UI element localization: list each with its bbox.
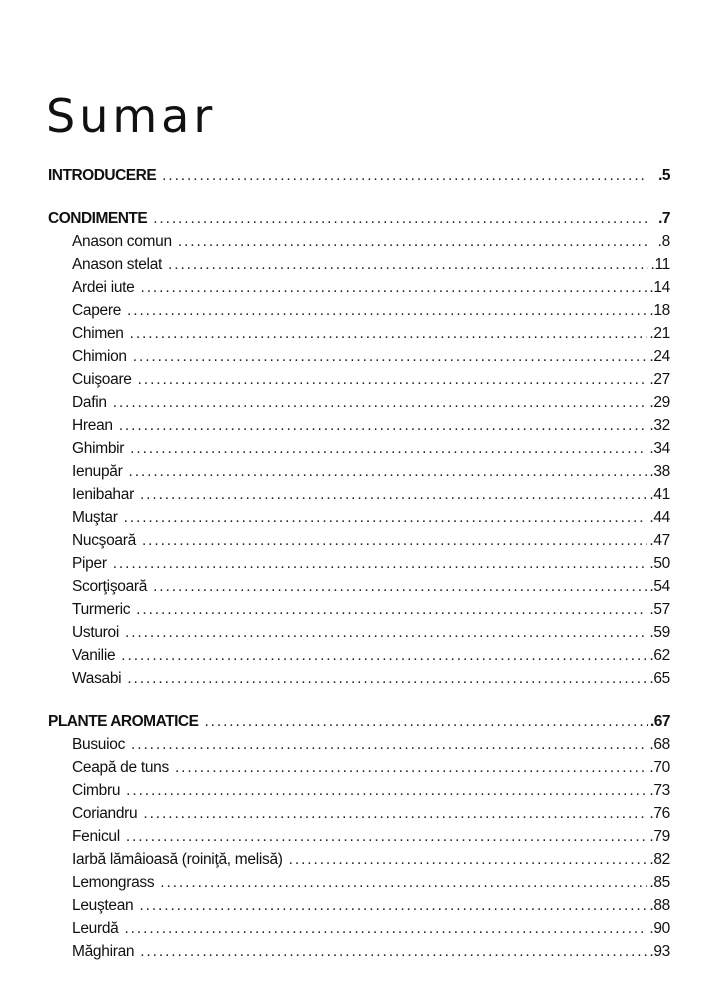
- dot-leader: [136, 598, 647, 621]
- toc-item-row[interactable]: [48, 414, 670, 437]
- toc-item-row[interactable]: [48, 506, 670, 529]
- toc-item-label: Coriandru: [72, 805, 138, 822]
- toc-item-label: Usturoi: [72, 624, 119, 641]
- dot-leader: [119, 414, 648, 437]
- toc-page-number: .44: [649, 509, 670, 526]
- toc-item-row[interactable]: [48, 779, 670, 802]
- toc-section-plante-aromatice: [48, 710, 670, 963]
- toc-item-label: Măghiran: [72, 943, 135, 960]
- toc-page-number: .5: [658, 167, 670, 184]
- toc-item-label: Anason comun: [72, 233, 172, 250]
- toc-item-row[interactable]: [48, 621, 670, 644]
- toc-item-label: Vanilie: [72, 647, 116, 664]
- dot-leader: [204, 710, 648, 733]
- toc-page-number: .85: [649, 874, 670, 891]
- dot-leader: [130, 322, 648, 345]
- dot-leader: [125, 621, 647, 644]
- toc-page-number: .82: [649, 851, 670, 868]
- toc-item-label: Ardei iute: [72, 279, 135, 296]
- dot-leader: [124, 506, 648, 529]
- toc-item-row[interactable]: [48, 437, 670, 460]
- toc-item-row[interactable]: [48, 598, 670, 621]
- dot-leader: [127, 667, 647, 690]
- section-gap: [48, 690, 670, 710]
- toc-item-label: Leurdă: [72, 920, 119, 937]
- toc-item-label: Chimen: [72, 325, 124, 342]
- toc-item-row[interactable]: [48, 552, 670, 575]
- dot-leader: [175, 756, 647, 779]
- section-gap: [48, 187, 670, 207]
- dot-leader: [143, 802, 647, 825]
- toc-item-label: Leuştean: [72, 897, 134, 914]
- toc-heading-row[interactable]: [48, 207, 670, 230]
- toc-item-row[interactable]: [48, 345, 670, 368]
- toc-item-row[interactable]: [48, 894, 670, 917]
- dot-leader: [140, 940, 647, 963]
- toc-page-number: .88: [649, 897, 670, 914]
- toc-page-number: .18: [649, 302, 670, 319]
- toc-page-number: .8: [657, 233, 670, 250]
- toc-page-number: .32: [649, 417, 670, 434]
- dot-leader: [142, 529, 647, 552]
- dot-leader: [133, 345, 648, 368]
- toc-heading-row[interactable]: [48, 164, 670, 187]
- toc-item-row[interactable]: [48, 940, 670, 963]
- dot-leader: [140, 276, 647, 299]
- toc-item-row[interactable]: [48, 871, 670, 894]
- dot-leader: [139, 894, 647, 917]
- dot-leader: [162, 164, 648, 187]
- toc-item-label: Ceapă de tuns: [72, 759, 169, 776]
- toc-page-number: .21: [649, 325, 670, 342]
- toc-page-number: .90: [649, 920, 670, 937]
- dot-leader: [140, 483, 647, 506]
- toc-page-number: .38: [649, 463, 670, 480]
- toc-item-label: Chimion: [72, 348, 127, 365]
- toc-item-row[interactable]: [48, 299, 670, 322]
- dot-leader: [153, 207, 648, 230]
- toc-item-label: Wasabi: [72, 670, 122, 687]
- toc-page-number: .54: [649, 578, 670, 595]
- toc-item-row[interactable]: [48, 529, 670, 552]
- toc-page-number: .93: [649, 943, 670, 960]
- toc-item-row[interactable]: [48, 276, 670, 299]
- toc-page-number: .68: [649, 736, 670, 753]
- dot-leader: [153, 575, 647, 598]
- toc-item-row[interactable]: [48, 917, 670, 940]
- toc-item-label: Ghimbir: [72, 440, 125, 457]
- dot-leader: [126, 779, 647, 802]
- dot-leader: [128, 460, 647, 483]
- toc-item-label: Nucşoară: [72, 532, 136, 549]
- dot-leader: [289, 848, 648, 871]
- dot-leader: [127, 299, 647, 322]
- toc-item-label: Hrean: [72, 417, 113, 434]
- toc-item-row[interactable]: [48, 483, 670, 506]
- toc-item-label: Busuioc: [72, 736, 126, 753]
- toc-page-number: .76: [649, 805, 670, 822]
- toc-page-number: .14: [649, 279, 670, 296]
- toc-section-condimente: [48, 207, 670, 690]
- page-title: Sumar: [46, 88, 217, 143]
- table-of-contents: [48, 164, 670, 963]
- toc-item-row[interactable]: [48, 230, 670, 253]
- toc-item-row[interactable]: [48, 575, 670, 598]
- toc-item-row[interactable]: [48, 253, 670, 276]
- toc-page-number: .7: [658, 210, 670, 227]
- toc-item-row[interactable]: [48, 802, 670, 825]
- toc-item-row[interactable]: [48, 733, 670, 756]
- toc-page-number: .34: [649, 440, 670, 457]
- toc-item-row[interactable]: [48, 825, 670, 848]
- toc-item-label: Cuişoare: [72, 371, 132, 388]
- dot-leader: [130, 437, 647, 460]
- toc-item-row[interactable]: [48, 644, 670, 667]
- toc-page-number: .59: [649, 624, 670, 641]
- dot-leader: [138, 368, 648, 391]
- toc-item-row[interactable]: [48, 667, 670, 690]
- toc-page-number: .62: [649, 647, 670, 664]
- toc-item-row[interactable]: [48, 368, 670, 391]
- toc-heading-label: PLANTE AROMATICE: [48, 713, 199, 730]
- toc-page-number: .73: [649, 782, 670, 799]
- toc-page-number: .50: [649, 555, 670, 572]
- dot-leader: [160, 871, 647, 894]
- toc-item-row[interactable]: [48, 391, 670, 414]
- dot-leader: [168, 253, 648, 276]
- toc-item-label: Cimbru: [72, 782, 121, 799]
- toc-page-number: .65: [649, 670, 670, 687]
- toc-item-label: Lemongrass: [72, 874, 155, 891]
- toc-item-row[interactable]: [48, 848, 670, 871]
- toc-item-label: Capere: [72, 302, 122, 319]
- dot-leader: [121, 644, 647, 667]
- toc-item-label: Turmeric: [72, 601, 131, 618]
- dot-leader: [113, 552, 648, 575]
- toc-item-label: Fenicul: [72, 828, 120, 845]
- toc-item-row[interactable]: [48, 460, 670, 483]
- toc-item-label: Scorţişoară: [72, 578, 148, 595]
- toc-page-number: .24: [649, 348, 670, 365]
- toc-heading-row[interactable]: [48, 710, 670, 733]
- toc-item-row[interactable]: [48, 322, 670, 345]
- toc-section-introducere: [48, 164, 670, 187]
- dot-leader: [131, 733, 647, 756]
- toc-page-number: .70: [649, 759, 670, 776]
- toc-page-number: .47: [649, 532, 670, 549]
- toc-item-label: Piper: [72, 555, 107, 572]
- toc-page-number: .79: [649, 828, 670, 845]
- toc-item-label: Ienibahar: [72, 486, 134, 503]
- dot-leader: [126, 825, 647, 848]
- dot-leader: [124, 917, 647, 940]
- dot-leader: [178, 230, 648, 253]
- toc-page-number: .57: [649, 601, 670, 618]
- toc-page-number: .11: [650, 256, 670, 273]
- dot-leader: [113, 391, 648, 414]
- toc-item-label: Anason stelat: [72, 256, 163, 273]
- toc-page-number: .41: [649, 486, 670, 503]
- toc-page-number: .27: [649, 371, 670, 388]
- toc-page-number: .29: [649, 394, 670, 411]
- toc-heading-label: INTRODUCERE: [48, 167, 157, 184]
- toc-page-number: .67: [649, 713, 670, 730]
- toc-item-label: Dafin: [72, 394, 107, 411]
- toc-item-label: Muştar: [72, 509, 118, 526]
- toc-heading-label: CONDIMENTE: [48, 210, 148, 227]
- toc-item-label: Iarbă lămâioasă (roiniţă, melisă): [72, 851, 283, 868]
- toc-item-label: Ienupăr: [72, 463, 123, 480]
- toc-item-row[interactable]: [48, 756, 670, 779]
